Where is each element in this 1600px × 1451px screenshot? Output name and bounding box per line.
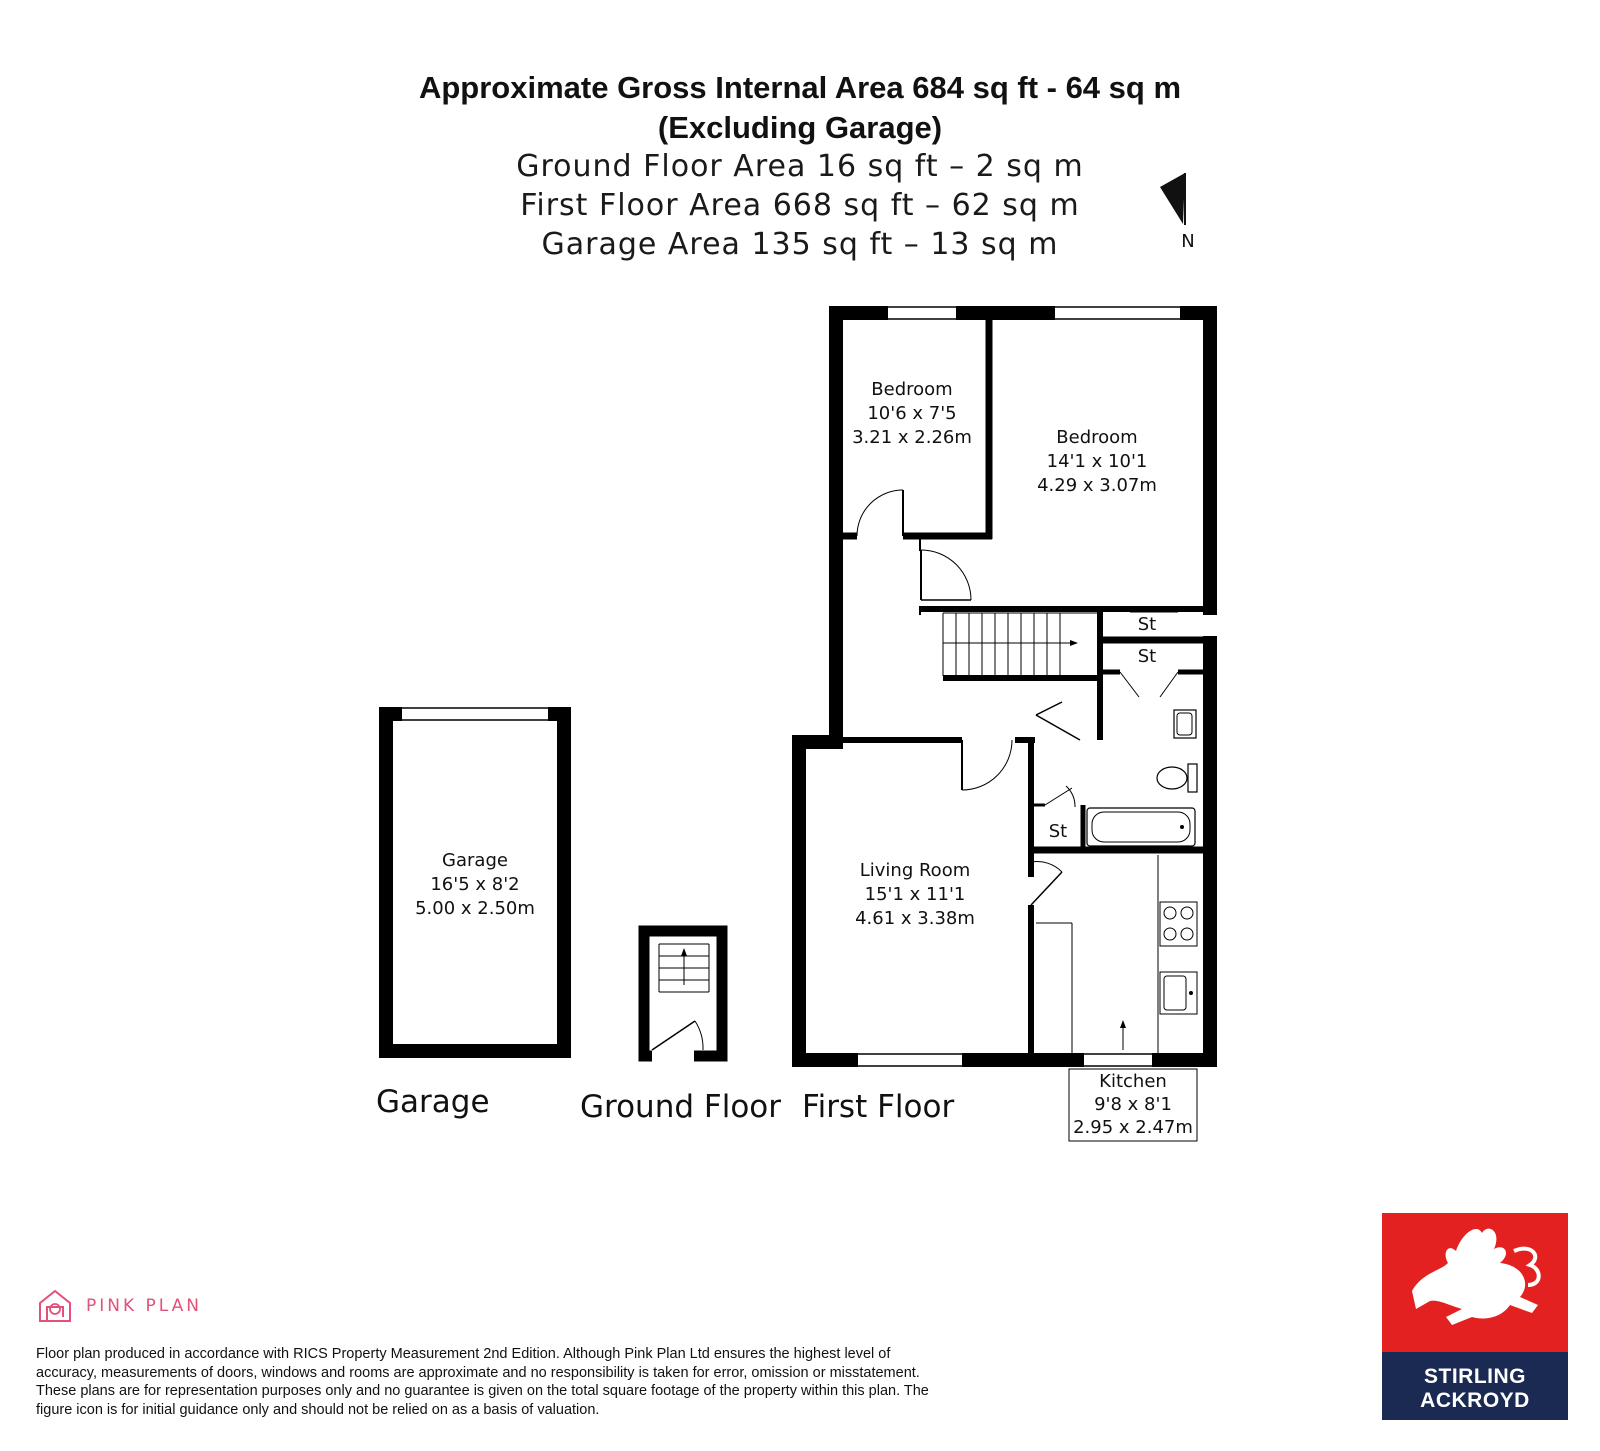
pink-plan-logo-icon xyxy=(36,1287,74,1325)
disclaimer: Floor plan produced in accordance with RICS Property Measurement 2nd Edition. Although Pink Plan Ltd ensures the highest level of accuracy, measurements of doors, windows and rooms are approximate and no responsibility is taken for error, omission or misstatement. These plans are for representation purposes only and no guarantee is given on the total square footage of the property within this plan. The figure icon is for initial guidance only and should not be relied on as a basis of valuation. xyxy=(36,1346,929,1418)
store-label-2: St xyxy=(1137,646,1157,667)
garage-area: Garage Area 135 sq ft – 13 sq m xyxy=(541,227,1059,262)
stirling-ackroyd-logo xyxy=(1382,1213,1568,1420)
living-room-metric: 4.61 x 3.38m xyxy=(855,908,975,929)
floor-label-ground: Ground Floor xyxy=(580,1089,782,1125)
floor-label-garage: Garage xyxy=(376,1084,490,1120)
bedroom-1-name: Bedroom xyxy=(871,379,953,400)
compass-icon xyxy=(1160,173,1195,252)
garage-name: Garage xyxy=(442,850,508,871)
pink-plan-brand xyxy=(36,1287,202,1325)
garage-metric: 5.00 x 2.50m xyxy=(415,898,535,919)
griffin-icon xyxy=(1382,1213,1568,1352)
kitchen-name: Kitchen xyxy=(1099,1071,1167,1092)
pink-plan-label: PINK PLAN xyxy=(86,1296,202,1316)
store-label-1: St xyxy=(1137,614,1157,635)
bedroom-2-name: Bedroom xyxy=(1056,427,1138,448)
bedroom-2-imperial: 14'1 x 10'1 xyxy=(1046,451,1148,472)
garage-plan xyxy=(386,706,564,1051)
kitchen-metric: 2.95 x 2.47m xyxy=(1073,1117,1193,1138)
floor-label-first: First Floor xyxy=(802,1089,955,1125)
living-room-imperial: 15'1 x 11'1 xyxy=(864,884,966,905)
first-floor-plan xyxy=(799,305,1218,1141)
logo-text-ackroyd: ACKROYD xyxy=(1420,1389,1530,1412)
bedroom-2-metric: 4.29 x 3.07m xyxy=(1037,475,1157,496)
living-room-name: Living Room xyxy=(859,860,971,881)
ground-floor-plan xyxy=(644,931,722,1062)
store-label-3: St xyxy=(1048,821,1068,842)
logo-text-stirling: STIRLING xyxy=(1424,1365,1526,1388)
bedroom-1-imperial: 10'6 x 7'5 xyxy=(867,403,957,424)
kitchen-imperial: 9'8 x 8'1 xyxy=(1094,1094,1172,1115)
compass-label: N xyxy=(1181,231,1195,252)
bedroom-1-metric: 3.21 x 2.26m xyxy=(852,427,972,448)
garage-imperial: 16'5 x 8'2 xyxy=(430,874,520,895)
ground-floor-area: Ground Floor Area 16 sq ft – 2 sq m xyxy=(516,149,1084,184)
first-floor-area: First Floor Area 668 sq ft – 62 sq m xyxy=(520,188,1080,223)
logo-red-panel xyxy=(1382,1213,1568,1352)
title-gross-area: Approximate Gross Internal Area 684 sq ft - 64 sq m xyxy=(418,70,1182,105)
title-excluding-garage: (Excluding Garage) xyxy=(657,110,943,145)
